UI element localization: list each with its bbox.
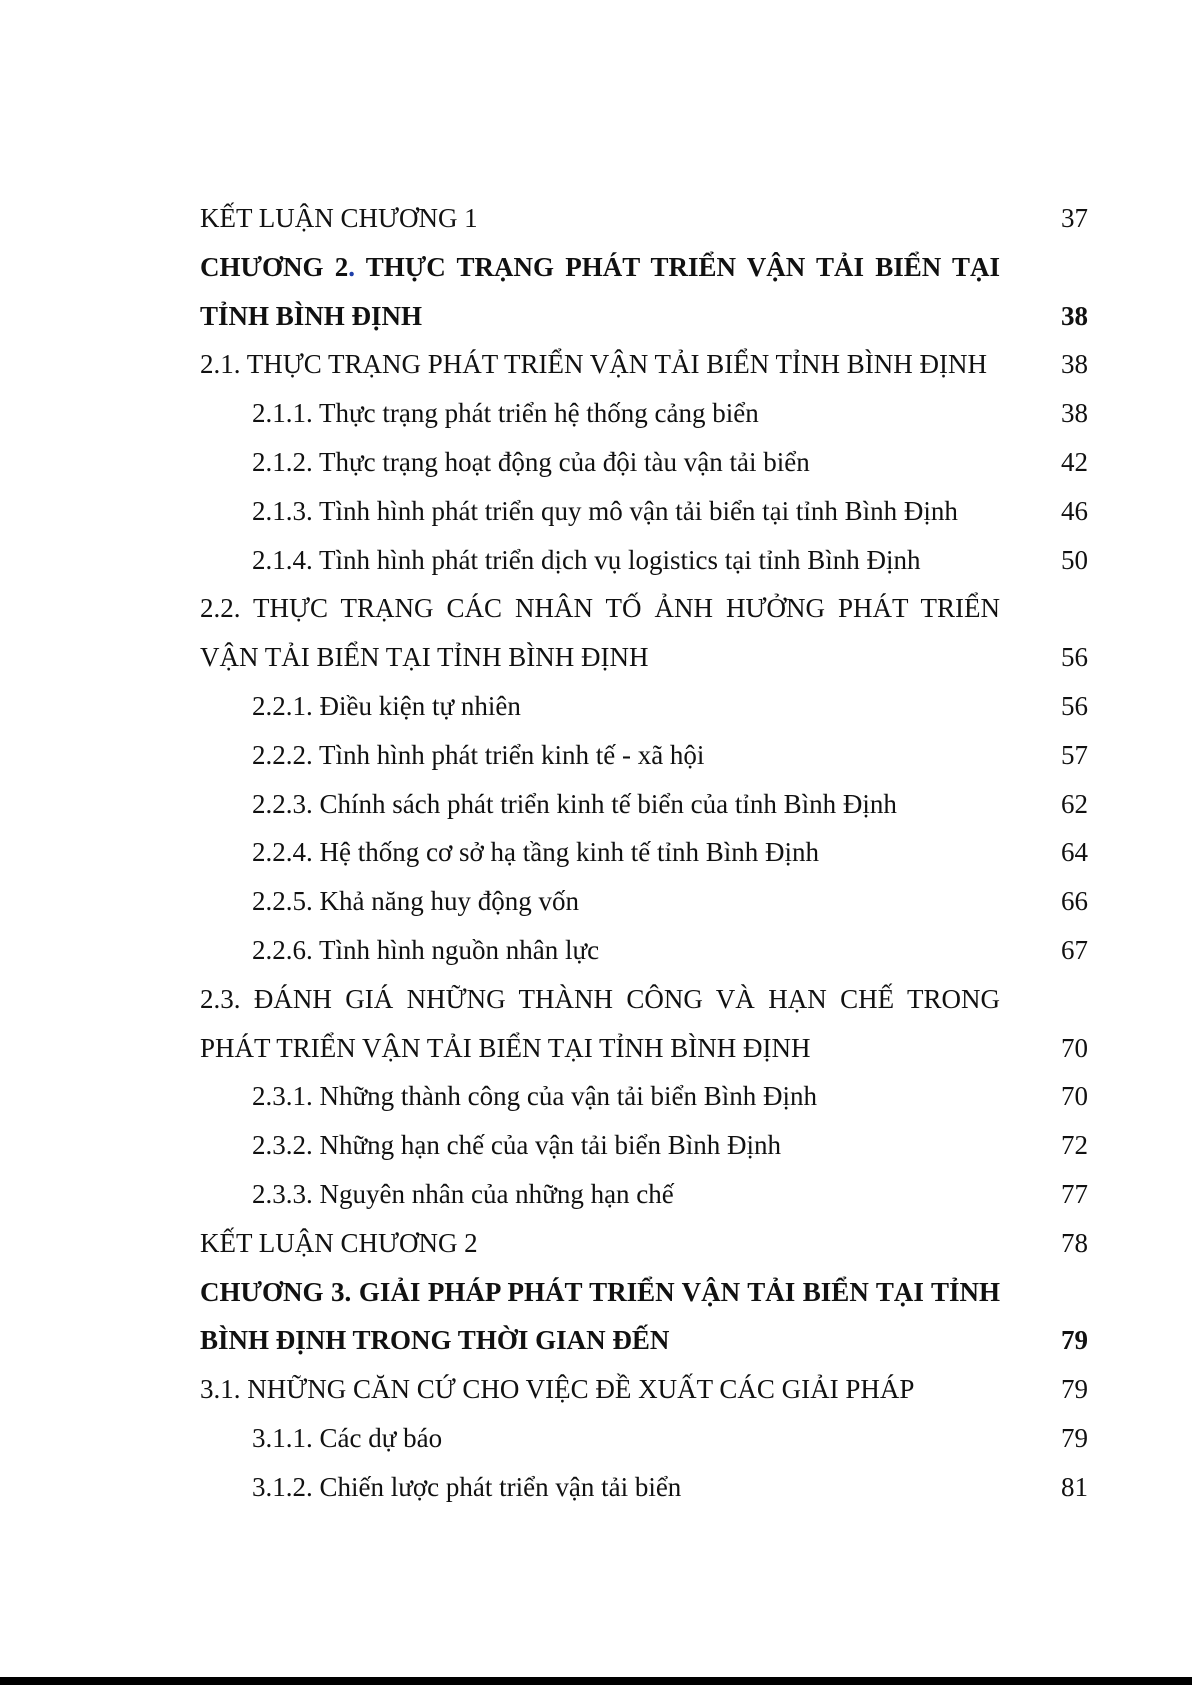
toc-page-number: 62 <box>1061 788 1088 819</box>
toc-page-number: 79 <box>1061 1374 1088 1405</box>
toc-entry-text: 2.1.3. Tình hình phát triển quy mô vận tải biển tại tỉnh Bình Định <box>252 495 958 526</box>
toc-page-number: 42 <box>1061 446 1088 477</box>
toc-row <box>200 1024 1088 1073</box>
toc-row <box>200 926 1088 975</box>
toc-page-number: 64 <box>1061 837 1088 868</box>
toc-entry-text: 2.2.6. Tình hình nguồn nhân lực <box>252 934 600 965</box>
toc-page-number: 66 <box>1061 886 1088 917</box>
toc-entry-text: BÌNH ĐỊNH TRONG THỜI GIAN ĐẾN <box>200 1325 670 1356</box>
table-of-contents <box>200 194 1088 1512</box>
toc-row <box>200 1316 1088 1365</box>
toc-row <box>200 1121 1088 1170</box>
toc-page-number: 37 <box>1061 203 1088 233</box>
toc-entry-text: 2.1.4. Tình hình phát triển dịch vụ logistics tại tỉnh Bình Định <box>252 544 921 575</box>
toc-row <box>200 1072 1088 1121</box>
toc-row <box>200 731 1088 780</box>
toc-page-number: 81 <box>1061 1471 1088 1502</box>
toc-row <box>200 389 1088 438</box>
toc-entry-text: TỈNH BÌNH ĐỊNH <box>200 300 423 331</box>
toc-entry-text: 2.2. THỰC TRẠNG CÁC NHÂN TỐ ẢNH HƯỞNG PHÁT TRIỂN <box>200 593 1000 624</box>
toc-entry-text: 3.1.2. Chiến lược phát triển vận tải biển <box>252 1471 682 1502</box>
toc-page-number: 79 <box>1061 1325 1088 1356</box>
toc-entry-text: 3.1.1. Các dự báo <box>252 1422 443 1453</box>
toc-entry-text: 2.2.1. Điều kiện tự nhiên <box>252 690 521 721</box>
toc-entry-text: 2.3. ĐÁNH GIÁ NHỮNG THÀNH CÔNG VÀ HẠN CHẾ TRONG <box>200 983 1000 1014</box>
toc-row <box>200 1463 1088 1512</box>
toc-row <box>200 1365 1088 1414</box>
toc-page-number: 77 <box>1061 1178 1088 1209</box>
toc-entry-text: KẾT LUẬN CHƯƠNG 1 <box>200 203 478 233</box>
toc-row <box>200 1219 1088 1268</box>
toc-entry-text: CHƯƠNG 2. THỰC TRẠNG PHÁT TRIỂN VẬN TẢI BIỂN TẠI <box>200 251 1000 282</box>
accent-period: . <box>348 251 355 282</box>
toc-entry-text: 2.3.3. Nguyên nhân của những hạn chế <box>252 1178 674 1209</box>
toc-page-number: 38 <box>1061 349 1088 380</box>
toc-row <box>200 633 1088 682</box>
toc-entry-text: 2.2.3. Chính sách phát triển kinh tế biển của tỉnh Bình Định <box>252 788 897 819</box>
toc-entry-text: 2.2.4. Hệ thống cơ sở hạ tầng kinh tế tỉnh Bình Định <box>252 837 819 868</box>
toc-page-number: 79 <box>1061 1422 1088 1453</box>
toc-row <box>200 536 1088 585</box>
toc-entry-text: 2.1.2. Thực trạng hoạt động của đội tàu vận tải biển <box>252 446 810 477</box>
toc-entry-text: 2.2.2. Tình hình phát triển kinh tế - xã hội <box>252 739 705 770</box>
toc-row <box>200 243 1088 292</box>
toc-entry-text: PHÁT TRIỂN VẬN TẢI BIỂN TẠI TỈNH BÌNH ĐỊNH <box>200 1032 811 1063</box>
toc-page-number: 78 <box>1061 1227 1088 1258</box>
toc-entry-text: VẬN TẢI BIỂN TẠI TỈNH BÌNH ĐỊNH <box>200 642 649 673</box>
toc-row <box>200 1268 1088 1317</box>
toc-row <box>200 780 1088 829</box>
toc-page-number: 50 <box>1061 544 1088 575</box>
toc-row <box>200 438 1088 487</box>
toc-row <box>200 877 1088 926</box>
toc-page-number: 72 <box>1061 1130 1088 1161</box>
page-bottom-edge <box>0 1677 1192 1685</box>
toc-row <box>200 292 1088 341</box>
toc-page-number: 70 <box>1061 1032 1088 1063</box>
toc-page-number: 56 <box>1061 642 1088 673</box>
toc-page-number: 56 <box>1061 690 1088 721</box>
toc-page-number: 70 <box>1061 1081 1088 1112</box>
toc-page-number: 38 <box>1061 398 1088 429</box>
toc-entry-text: 3.1. NHỮNG CĂN CỨ CHO VIỆC ĐỀ XUẤT CÁC GIẢI PHÁP <box>200 1374 915 1405</box>
toc-row <box>200 682 1088 731</box>
toc-entry-text: 2.3.1. Những thành công của vận tải biển Bình Định <box>252 1081 818 1112</box>
toc-row <box>200 584 1088 633</box>
toc-entry-text: 2.2.5. Khả năng huy động vốn <box>252 886 579 917</box>
toc-row <box>200 975 1088 1024</box>
toc-entry-text: 2.1. THỰC TRẠNG PHÁT TRIỂN VẬN TẢI BIỂN TỈNH BÌNH ĐỊNH <box>200 349 987 380</box>
toc-entry-text: 2.1.1. Thực trạng phát triển hệ thống cảng biển <box>252 398 759 429</box>
toc-page-number: 46 <box>1061 495 1088 526</box>
toc-row <box>200 340 1088 389</box>
toc-page-number: 57 <box>1061 739 1088 770</box>
toc-row <box>200 194 1088 243</box>
toc-entry-text: KẾT LUẬN CHƯƠNG 2 <box>200 1227 478 1258</box>
toc-entry-text: 2.3.2. Những hạn chế của vận tải biển Bình Định <box>252 1130 782 1161</box>
toc-entry-text: CHƯƠNG 3. GIẢI PHÁP PHÁT TRIỂN VẬN TẢI BIỂN TẠI TỈNH <box>200 1276 1000 1307</box>
toc-row <box>200 828 1088 877</box>
toc-page-number: 38 <box>1061 300 1088 331</box>
toc-row <box>200 487 1088 536</box>
toc-page-number: 67 <box>1061 934 1088 965</box>
toc-row <box>200 1170 1088 1219</box>
toc-row <box>200 1414 1088 1463</box>
